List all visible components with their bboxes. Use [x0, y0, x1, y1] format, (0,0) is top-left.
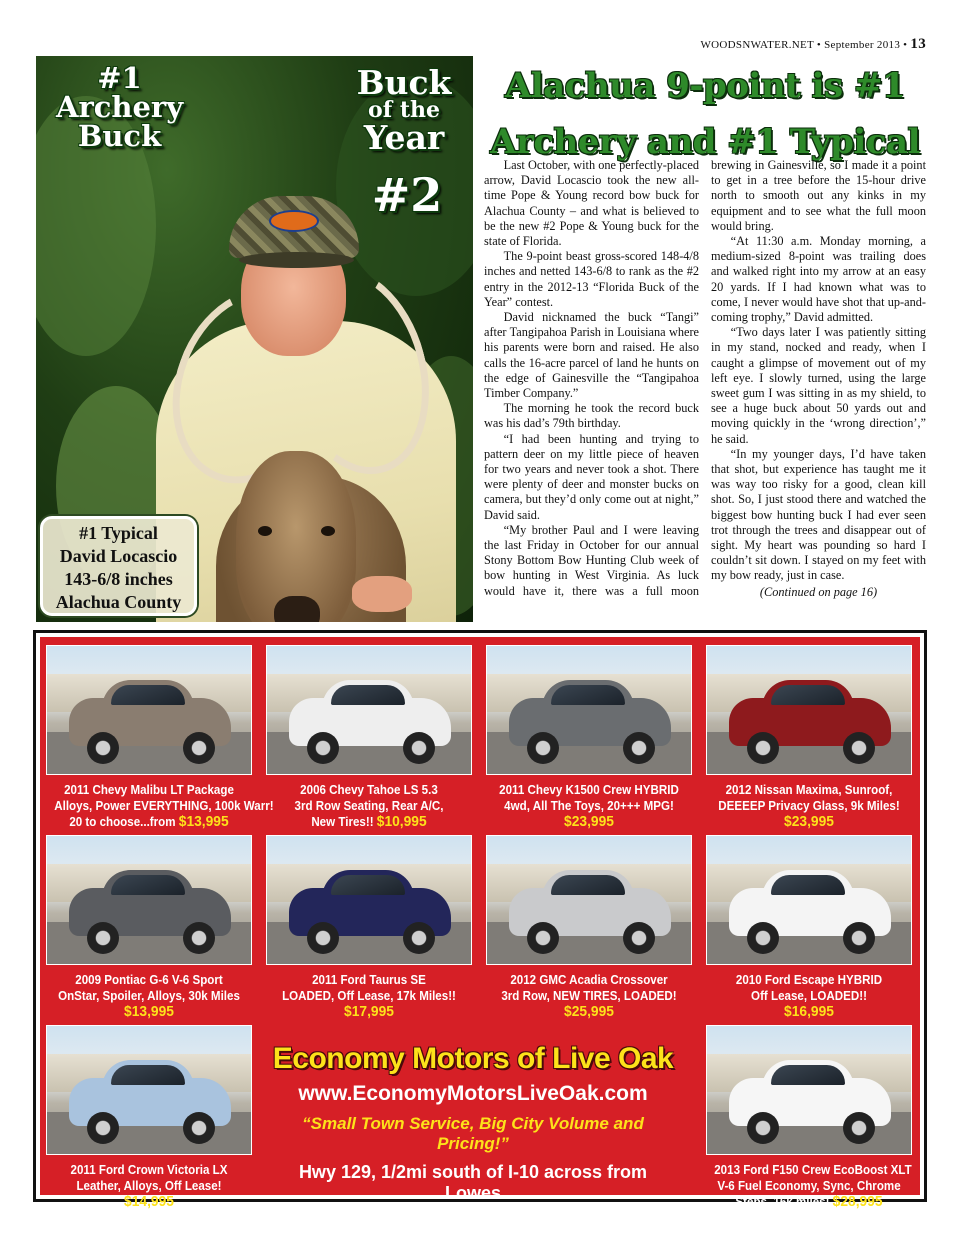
car-description-line: 2009 Pontiac G-6 V-6 Sport	[75, 973, 223, 987]
car-listing[interactable]	[46, 1025, 252, 1210]
article-paragraph: “My brother Paul and I were leaving the last Friday in October for our annual Stony Bottom Bow Hunting Club week of bow hunting in West Virginia. As luck would have it, there was a full moon brewing in Gainesville, so I made it a point to get in a tree before the 15-hour drive north to smooth out any kinks in my equipment and to see what the full moon would bring.	[484, 158, 926, 598]
car-description	[54, 1162, 244, 1210]
buck-of-year-label: Buck of the Year	[356, 63, 452, 157]
car-description-line: V-6 Fuel Economy, Sync, Chrome	[717, 1179, 901, 1193]
car-description-line: 2013 Ford F150 Crew EcoBoost XLT	[714, 1163, 912, 1177]
dealer-address: Hwy 129, 1/2mi south of I-10 across from Lowes	[298, 1162, 648, 1203]
article-paragraph: “Two days later I was patiently sitting in my stand, nocked and ready, when I caught a glimpse of movement out of my left eye. I slowly turned, using the large sweet gum I was sitting in as my shield, to see a huge buck about 50 yards out and moving quickly in the ‘wrong direction’,” he said.	[711, 325, 926, 446]
car-price: $14,995	[124, 1193, 174, 1210]
car-description	[714, 1162, 912, 1210]
car-description	[274, 972, 464, 1020]
car-description-line: Off Lease, LOADED!!	[751, 989, 867, 1003]
car-listing[interactable]	[46, 645, 274, 830]
car-photo	[486, 835, 692, 965]
header-text: WOODSNWATER.NET • September 2013 •	[700, 39, 908, 51]
car-description-line: Alloys, Power EVERYTHING, 100k Warr!	[54, 799, 274, 813]
car-photo	[46, 645, 252, 775]
car-description-text: Steps, 16k miles!	[735, 1195, 830, 1209]
car-listing[interactable]	[706, 1025, 912, 1210]
deer-nose	[274, 596, 320, 622]
article-paragraph: Last October, with one perfectly-placed arrow, David Locascio took the new all-time Pope & Young record bow buck for Alachua County – and what is believed to be the new #2 Pope & Young buck for the state of Florida.	[484, 158, 699, 249]
article-paragraph: David nicknamed the buck “Tangi” after Tangipahoa Parish in Louisiana where his parents were born and raised. He also calls the 16-acre parcel of land he hunts on the edge of Gainesville the “Tangipahoa Timber Company.”	[484, 310, 699, 401]
car-description	[714, 972, 904, 1020]
car-listing[interactable]	[706, 835, 912, 1020]
dealer-ad	[33, 630, 927, 1230]
car-description-text: 20 to choose...from	[69, 815, 176, 829]
car-description	[714, 782, 904, 830]
car-description-line: DEEEEP Privacy Glass, 9k Miles!	[718, 799, 900, 813]
car-listing[interactable]	[266, 645, 472, 830]
car-description-line: 4wd, All The Toys, 20+++ MPG!	[504, 799, 674, 813]
car-description	[54, 972, 244, 1020]
car-description-line: OnStar, Spoiler, Alloys, 30k Miles	[58, 989, 240, 1003]
page-number: 13	[910, 36, 926, 52]
car-listing[interactable]	[46, 835, 252, 1020]
dealer-info	[270, 1042, 676, 1231]
car-description	[54, 782, 274, 830]
car-listing[interactable]	[486, 835, 692, 1020]
car-description-line: 2006 Chevy Tahoe LS 5.3	[300, 783, 438, 797]
car-photo	[46, 1025, 252, 1155]
ad-background	[40, 637, 920, 1230]
car-price: $16,995	[784, 1003, 834, 1020]
car-photo	[706, 835, 912, 965]
car-description-line	[54, 814, 244, 830]
article-paragraph: The 9-point beast gross-scored 148-4/8 inches and netted 143-6/8 to rank as the #2 entry in the 2012-13 “Florida Buck of the Year” contest.	[484, 249, 699, 309]
car-photo	[706, 1025, 912, 1155]
car-description-line: 2011 Ford Taurus SE	[312, 973, 426, 987]
car-description	[494, 782, 684, 830]
photo-caption: #1 Typical David Locascio 143-6/8 inches Alachua County	[40, 516, 197, 616]
article-paragraph: The morning he took the record buck was his dad’s 79th birthday.	[484, 401, 699, 431]
car-price: $28,995	[832, 1193, 883, 1210]
car-description-line: 2012 GMC Acadia Crossover	[510, 973, 668, 987]
car-description-line: LOADED, Off Lease, 17k Miles!!	[282, 989, 456, 1003]
hunter-hand	[352, 576, 412, 612]
car-description-line: 3rd Row Seating, Rear A/C,	[294, 799, 444, 813]
car-photo	[706, 645, 912, 775]
car-description-line	[274, 814, 464, 830]
car-description-line: 2012 Nissan Maxima, Sunroof,	[725, 783, 893, 797]
car-price: $13,995	[124, 1003, 174, 1020]
car-listing[interactable]	[706, 645, 912, 830]
archery-buck-label: #1 Archery Buck	[55, 61, 184, 153]
car-description-line: 2011 Chevy Malibu LT Package	[64, 783, 234, 797]
car-photo	[486, 645, 692, 775]
car-description-text: New Tires!!	[311, 815, 374, 829]
car-description	[274, 782, 464, 830]
car-description-line: Leather, Alloys, Off Lease!	[76, 1179, 222, 1193]
car-price: $17,995	[344, 1003, 394, 1020]
article-paragraph: “In my younger days, I’d have taken that shot, but experience has taught me it was way too risky for a good, clean kill shot. So, I just stood there and watched the biggest bow hunting buck I had ever seen trot through the trees and disappear out of sight. My heart was pounding so hard I couldn’t sit down. I stayed on my feet with my bow ready, just in case.	[711, 446, 926, 583]
dealer-name: Economy Motors of Live Oak	[272, 1042, 674, 1075]
page-header	[700, 36, 926, 53]
car-listing[interactable]	[266, 835, 472, 1020]
article-paragraph: “I had been hunting and trying to pattern deer on my little piece of heaven for two years and never took a shot. There were plenty of deer and monster bucks on camera, but they’d only come out at night,” David said.	[484, 431, 699, 522]
car-photo	[266, 645, 472, 775]
car-photo	[46, 835, 252, 965]
car-description-line: 3rd Row, NEW TIRES, LOADED!	[501, 989, 677, 1003]
car-description	[494, 972, 684, 1020]
car-price: $13,995	[178, 813, 229, 830]
rank-label: #2	[371, 168, 443, 222]
car-price: $25,995	[564, 1003, 614, 1020]
article-title: Alachua 9-point is #1 Archery and #1 Typical	[490, 66, 920, 162]
car-description-line: 2011 Chevy K1500 Crew HYBRID	[499, 783, 679, 797]
car-photo	[266, 835, 472, 965]
car-price: $10,995	[376, 813, 427, 830]
car-price: $23,995	[564, 813, 614, 830]
car-description-line	[714, 1194, 904, 1210]
car-listing[interactable]	[486, 645, 692, 830]
continued-note: (Continued on page 16)	[759, 584, 878, 599]
dealer-website[interactable]: www.EconomyMotorsLiveOak.com	[298, 1082, 648, 1105]
article-body	[484, 158, 926, 600]
article-paragraph: “At 11:30 a.m. Monday morning, a medium-sized 8-point was trailing does and walked right into my arrow at an easy 20 yards. If I had known what was to come, I never would have shot that up-and-coming trophy,” David admitted.	[711, 234, 926, 325]
dealer-phone: Live Oak, FL • 877-359-0428 • 386-364-5416	[291, 1210, 655, 1230]
dealer-slogan: “Small Town Service, Big City Volume and Pricing!”	[302, 1114, 644, 1153]
car-price: $23,995	[784, 813, 834, 830]
car-description-line: 2011 Ford Crown Victoria LX	[70, 1163, 228, 1177]
car-description-line: 2010 Ford Escape HYBRID	[735, 973, 883, 987]
